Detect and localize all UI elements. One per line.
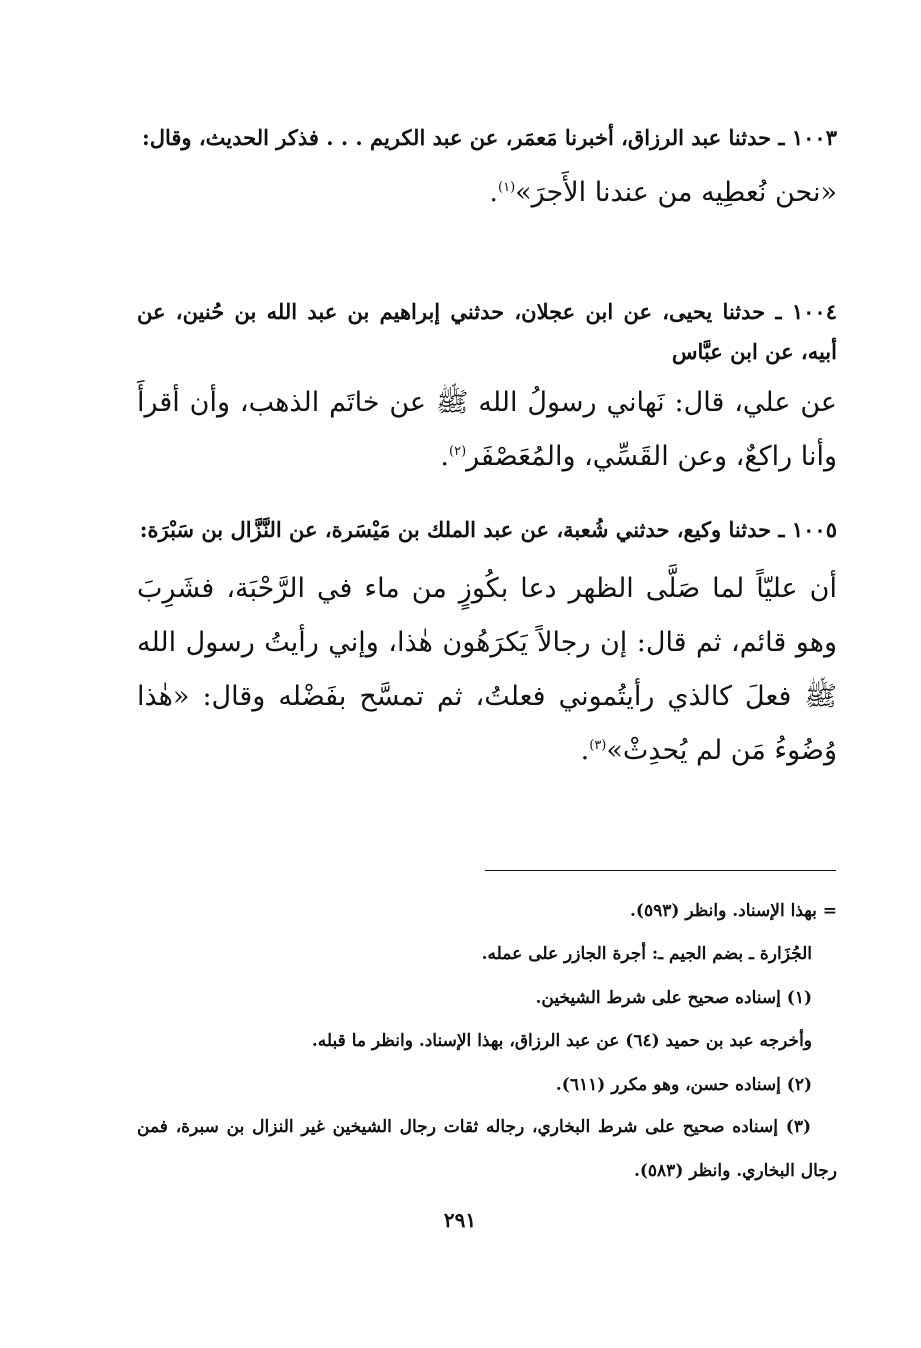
hadith-1004 xyxy=(137,292,837,484)
footnote-ref-2: (٢) xyxy=(449,444,467,459)
hadith-1004-matn-line xyxy=(137,376,837,484)
footnote-separator xyxy=(485,870,836,871)
footnote-1: (١) إسناده صحيح على شرط الشيخين. xyxy=(535,988,812,1008)
hadith-1005 xyxy=(137,510,837,778)
hadith-1003-matn-line xyxy=(137,166,837,220)
hadith-1003-isnad: ١٠٠٣ ـ حدثنا عبد الرزاق، أخبرنا مَعمَر، عن عبد الكريم . . . فذكر الحديث، وقال: xyxy=(141,125,837,150)
hadith-1003 xyxy=(137,118,837,220)
hadith-1005-matn: أن عليّاً لما صَلَّى الظهر دعا بكُوزٍ من ماء في الرَّحْبَة، فشَرِبَ وهو قائم، ثم قال: إن رجالاً يَكرَهُون هٰذا، وإني رأيتُ رسول الله ﷺ فعلَ كالذي رأيتُموني فعلتُ، ثم تمسَّح بفَضْله وقال: «هٰذا وُضُوءُ مَن لم يُحدِثْ» xyxy=(137,573,837,766)
hadith-1004-matn: عن علي، قال: نَهاني رسولُ الله ﷺ عن خاتَم الذهب، وأن أقرأَ وأنا راكعٌ، وعن القَسِّي، والمُعَصْفَر xyxy=(137,387,837,472)
footnote-continuation: = بهذا الإسناد. وانظر (٥٩٣). xyxy=(629,901,837,921)
hadith-1005-isnad: ١٠٠٥ ـ حدثنا وكيع، حدثني شُعبة، عن عبد الملك بن مَيْسَرة، عن النَّزَّال بن سَبْرَة: xyxy=(139,517,837,542)
hadith-1003-matn: «نحن نُعطِيه من عندنا الأَجرَ» xyxy=(515,177,837,208)
footnote-ref-3: (٣) xyxy=(589,738,607,753)
footnote-ref-1: (١) xyxy=(498,180,516,195)
page-number: ٢٩١ xyxy=(443,1208,477,1232)
footnote-1-continued: وأخرجه عبد بن حميد (٦٤) عن عبد الرزاق، بهذا الإسناد. وانظر ما قبله. xyxy=(311,1031,812,1051)
footnote-3: (٣) إسناده صحيح على شرط البخاري، رجاله ثقات رجال الشيخين غير النزال بن سبرة، فمن رجال البخاري. وانظر (٥٨٣). xyxy=(137,1117,837,1181)
hadith-1004-end: . xyxy=(440,441,449,472)
footnote-gloss: الجُزَارة ـ بضم الجيم ـ: أجرة الجازر على عمله. xyxy=(481,944,812,964)
hadith-1004-isnad: ١٠٠٤ ـ حدثنا يحيى، عن ابن عجلان، حدثني إبراهيم بن عبد الله بن حُنين، عن أبيه، عن ابن عبَّاس xyxy=(137,299,837,364)
footnote-2: (٢) إسناده حسن، وهو مكرر (٦١١). xyxy=(555,1075,812,1095)
hadith-1005-matn-line xyxy=(137,562,837,778)
hadith-1003-end: . xyxy=(489,177,498,208)
hadith-1005-end: . xyxy=(580,735,590,766)
